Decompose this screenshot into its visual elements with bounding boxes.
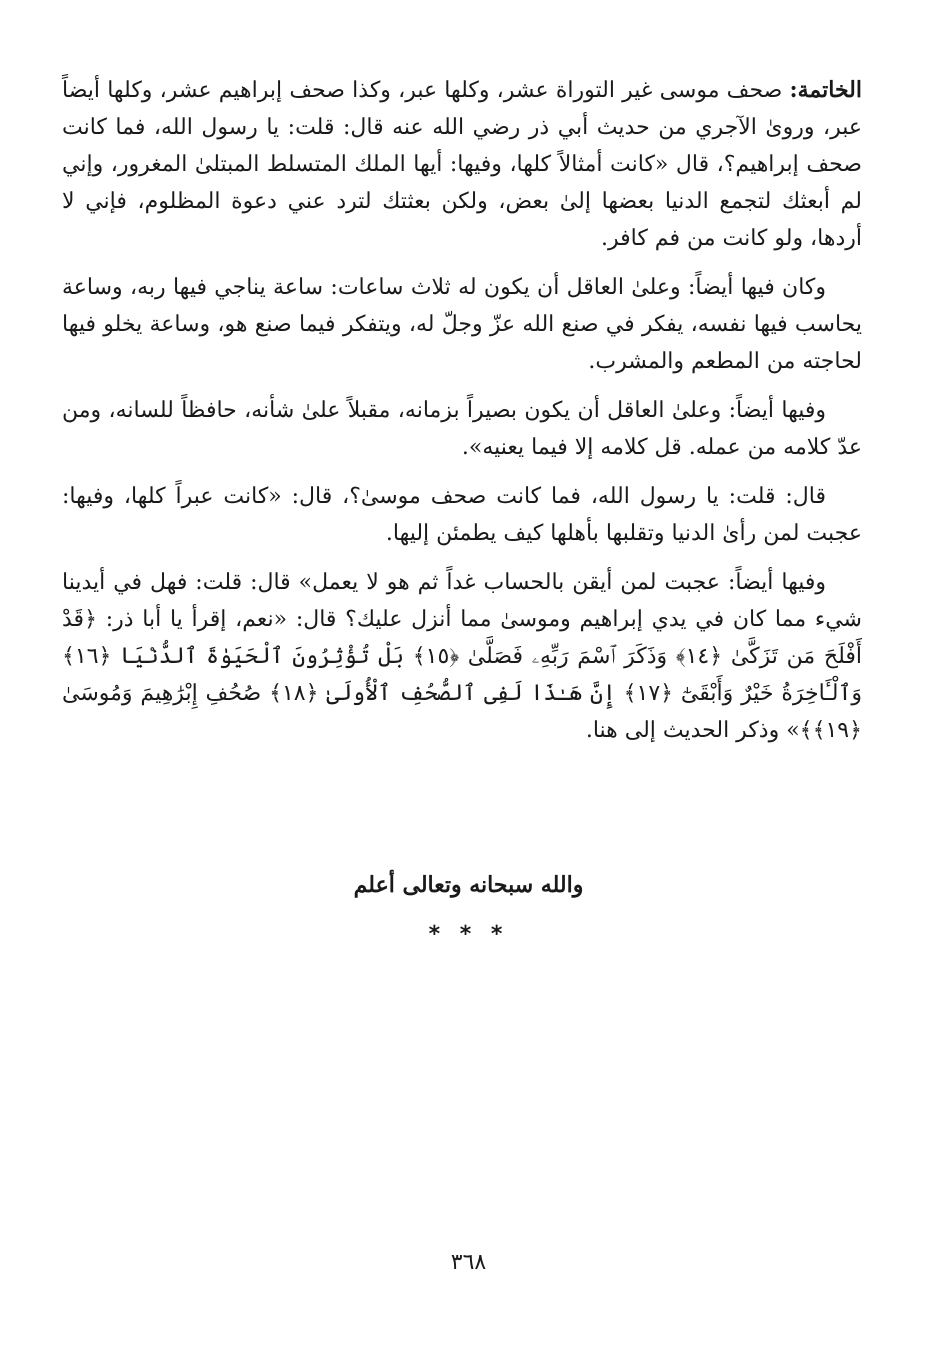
paragraph-quran-recitation: وفيها أيضاً: عجبت لمن أيقن بالحساب غداً ثم هو لا يعمل» قال: قلت: فهل في أيدينا شيء مما كان في يدي إبراهيم وموسىٰ مما أنزل عليك؟ قال: «نعم، إقرأ يا أبا ذر: ﴿قَدْ أَفْلَحَ مَن تَزَكَّىٰ ﴿١٤﴾ وَذَكَرَ ٱسْمَ رَبِّهِۦ فَصَلَّىٰ ﴿١٥﴾ بَلْ تُؤْثِرُونَ ٱلْحَيَوٰةَ ٱلدُّنْيَا ﴿١٦﴾ وَٱلْـَٔاخِرَةُ خَيْرٌ وَأَبْقَىٰٓ ﴿١٧﴾ إِنَّ هَـٰذَا لَفِى ٱلصُّحُفِ ٱلْأُولَىٰ ﴿١٨﴾ صُحُفِ إِبْرَٰهِيمَ وَمُوسَىٰ ﴿١٩﴾﴾» وذكر الحديث إلى هنا.: [62, 570, 862, 743]
paragraph-lead-title: الخاتمة:: [789, 77, 862, 103]
closing-phrase: والله سبحانه وتعالى أعلم: [353, 872, 584, 898]
paragraph-three-hours: وكان فيها أيضاً: وعلىٰ العاقل أن يكون له ثلاث ساعات: ساعة يناجي فيها ربه، وساعة يحاسب فيها نفسه، يفكر في صنع الله عزّ وجلّ له، ويتفكر فيما صنع هو، وساعة يخلو فيها لحاجته من المطعم والمشرب.: [62, 275, 862, 374]
paragraph-insight: وفيها أيضاً: وعلىٰ العاقل أن يكون بصيراً بزمانه، مقبلاً علىٰ شأنه، حافظاً للسانه، ومن عدّ كلامه من عمله. قل كلامه إلا فيما يعنيه».: [62, 398, 862, 460]
paragraph-text: صحف موسى غير التوراة عشر، وكلها عبر، وكذا صحف إبراهيم عشر، وكلها أيضاً عبر، وروىٰ الآجري من حديث أبي ذر رضي الله عنه قال: قلت: يا رسول الله، فما كانت صحف إبراهيم؟، قال «كانت أمثالاً كلها، وفيها: أيها الملك المتسلط المبتلىٰ المغرور، وإني لم أبعثك لتجمع الدنيا بعضها إلىٰ بعض، ولكن بعثتك لترد عني دعوة المظلوم، فإني لا أردها، ولو كانت من فم كافر.: [62, 78, 862, 251]
paragraph-moses-scrolls: قال: قلت: يا رسول الله، فما كانت صحف موسىٰ؟، قال: «كانت عبراً كلها، وفيها: عجبت لمن رأىٰ الدنيا وتقلبها بأهلها كيف يطمئن إليها.: [62, 484, 862, 546]
page-number: ٣٦٨: [450, 1250, 487, 1275]
page-body: [62, 72, 862, 761]
paragraph-conclusion: [62, 72, 862, 257]
separator-stars: * * *: [428, 922, 509, 947]
